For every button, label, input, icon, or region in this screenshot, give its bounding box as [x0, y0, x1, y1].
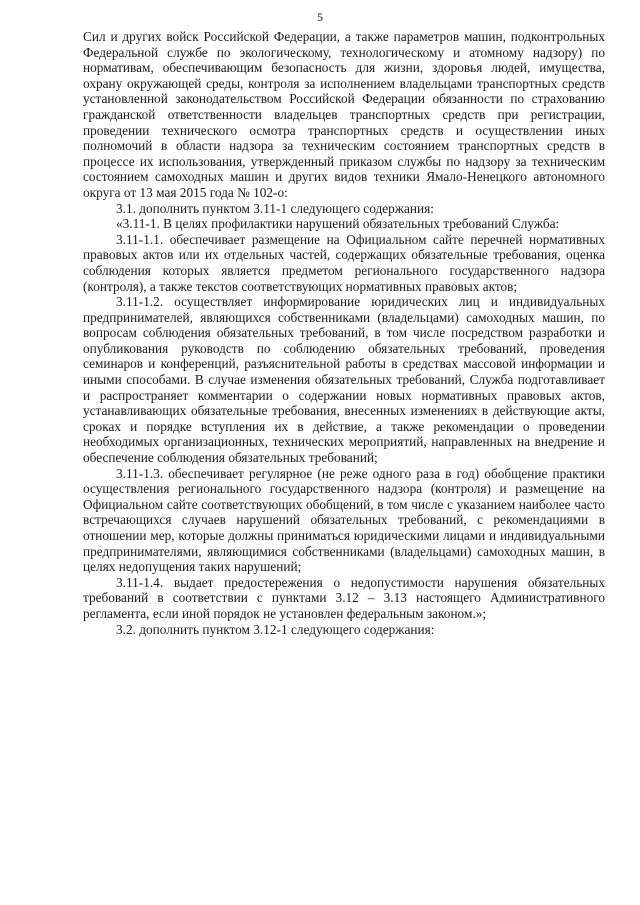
page-number: 5 [317, 10, 323, 24]
paragraph-3-11-1-2: 3.11-1.2. осуществляет информирование юридических лиц и индивидуальных предпринимателей, являющихся собственниками (владельцами) самоходных машин, по вопросам соблюдения обязательных требований, в том числе посредством разработки и опубликования руководств по соблюдению обязательных требований, проведения семинаров и конференций, разъяснительной работы в средствах массовой информации и иными способами. В случае изменения обязательных требований, Служба подготавливает и распространяет комментарии о содержании новых нормативных правовых актов, устанавливающих обязательные требования, внесенных изменениях в действующие акты, сроках и порядке вступления их в действие, а также рекомендации о проведении необходимых организационных, технических мероприятий, направленных на внедрение и обеспечение соблюдения обязательных требований; [83, 294, 605, 466]
paragraph-intro: Сил и других войск Российской Федерации, а также параметров машин, подконтрольных Федеральной службе по экологическому, технологическому и атомному надзору) по нормативам, обеспечивающим безопасность для жизни, здоровья людей, имущества, охрану окружающей среды, контроля за исполнением владельцами транспортных средств установленной законодательством Российской Федерации обязанности по страхованию гражданской ответственности владельцев транспортных средств при регистрации, проведении технического осмотра транспортных средств и осуществлении иных полномочий в области надзора за техническим состоянием транспортных средств в процессе их использования, утвержденный приказом службы по надзору за техническим состоянием самоходных машин и других видов техники Ямало-Ненецкого автономного округа от 13 мая 2015 года № 102-о: [83, 29, 605, 200]
paragraph-3-11-1-1: 3.11-1.1. обеспечивает размещение на Официальном сайте перечней нормативных правовых актов или их отдельных частей, содержащих обязательные требования, оценка соблюдения которых является предметом регионального государственного надзора (контроля), а также текстов соответствующих нормативных правовых актов; [83, 231, 605, 294]
paragraph-3-2: 3.2. дополнить пунктом 3.12-1 следующего содержания: [116, 621, 435, 637]
paragraph-3-11-1-4: 3.11-1.4. выдает предостережения о недопустимости нарушения обязательных требований в соответствии с пунктами 3.12 – 3.13 настоящего Административного регламента, если иной порядок не установлен федеральным законом.»; [83, 574, 605, 621]
paragraph-3-11-1-3: 3.11-1.3. обеспечивает регулярное (не реже одного раза в год) обобщение практики осуществления регионального государственного надзора (контроля) и размещение на Официальном сайте соответствующих обобщений, в том числе с указанием наиболее часто встречающихся случаев нарушений обязательных требований, с рекомендациями в отношении мер, которые должны приниматься юридическими лицами и индивидуальными предпринимателями, являющимися собственниками (владельцами) самоходных машин, в целях недопущения таких нарушений; [83, 465, 605, 575]
document-body [83, 29, 605, 637]
paragraph-3-11-1: «3.11-1. В целях профилактики нарушений обязательных требований Служба: [116, 216, 560, 232]
paragraph-3-1: 3.1. дополнить пунктом 3.11-1 следующего содержания: [116, 200, 434, 216]
